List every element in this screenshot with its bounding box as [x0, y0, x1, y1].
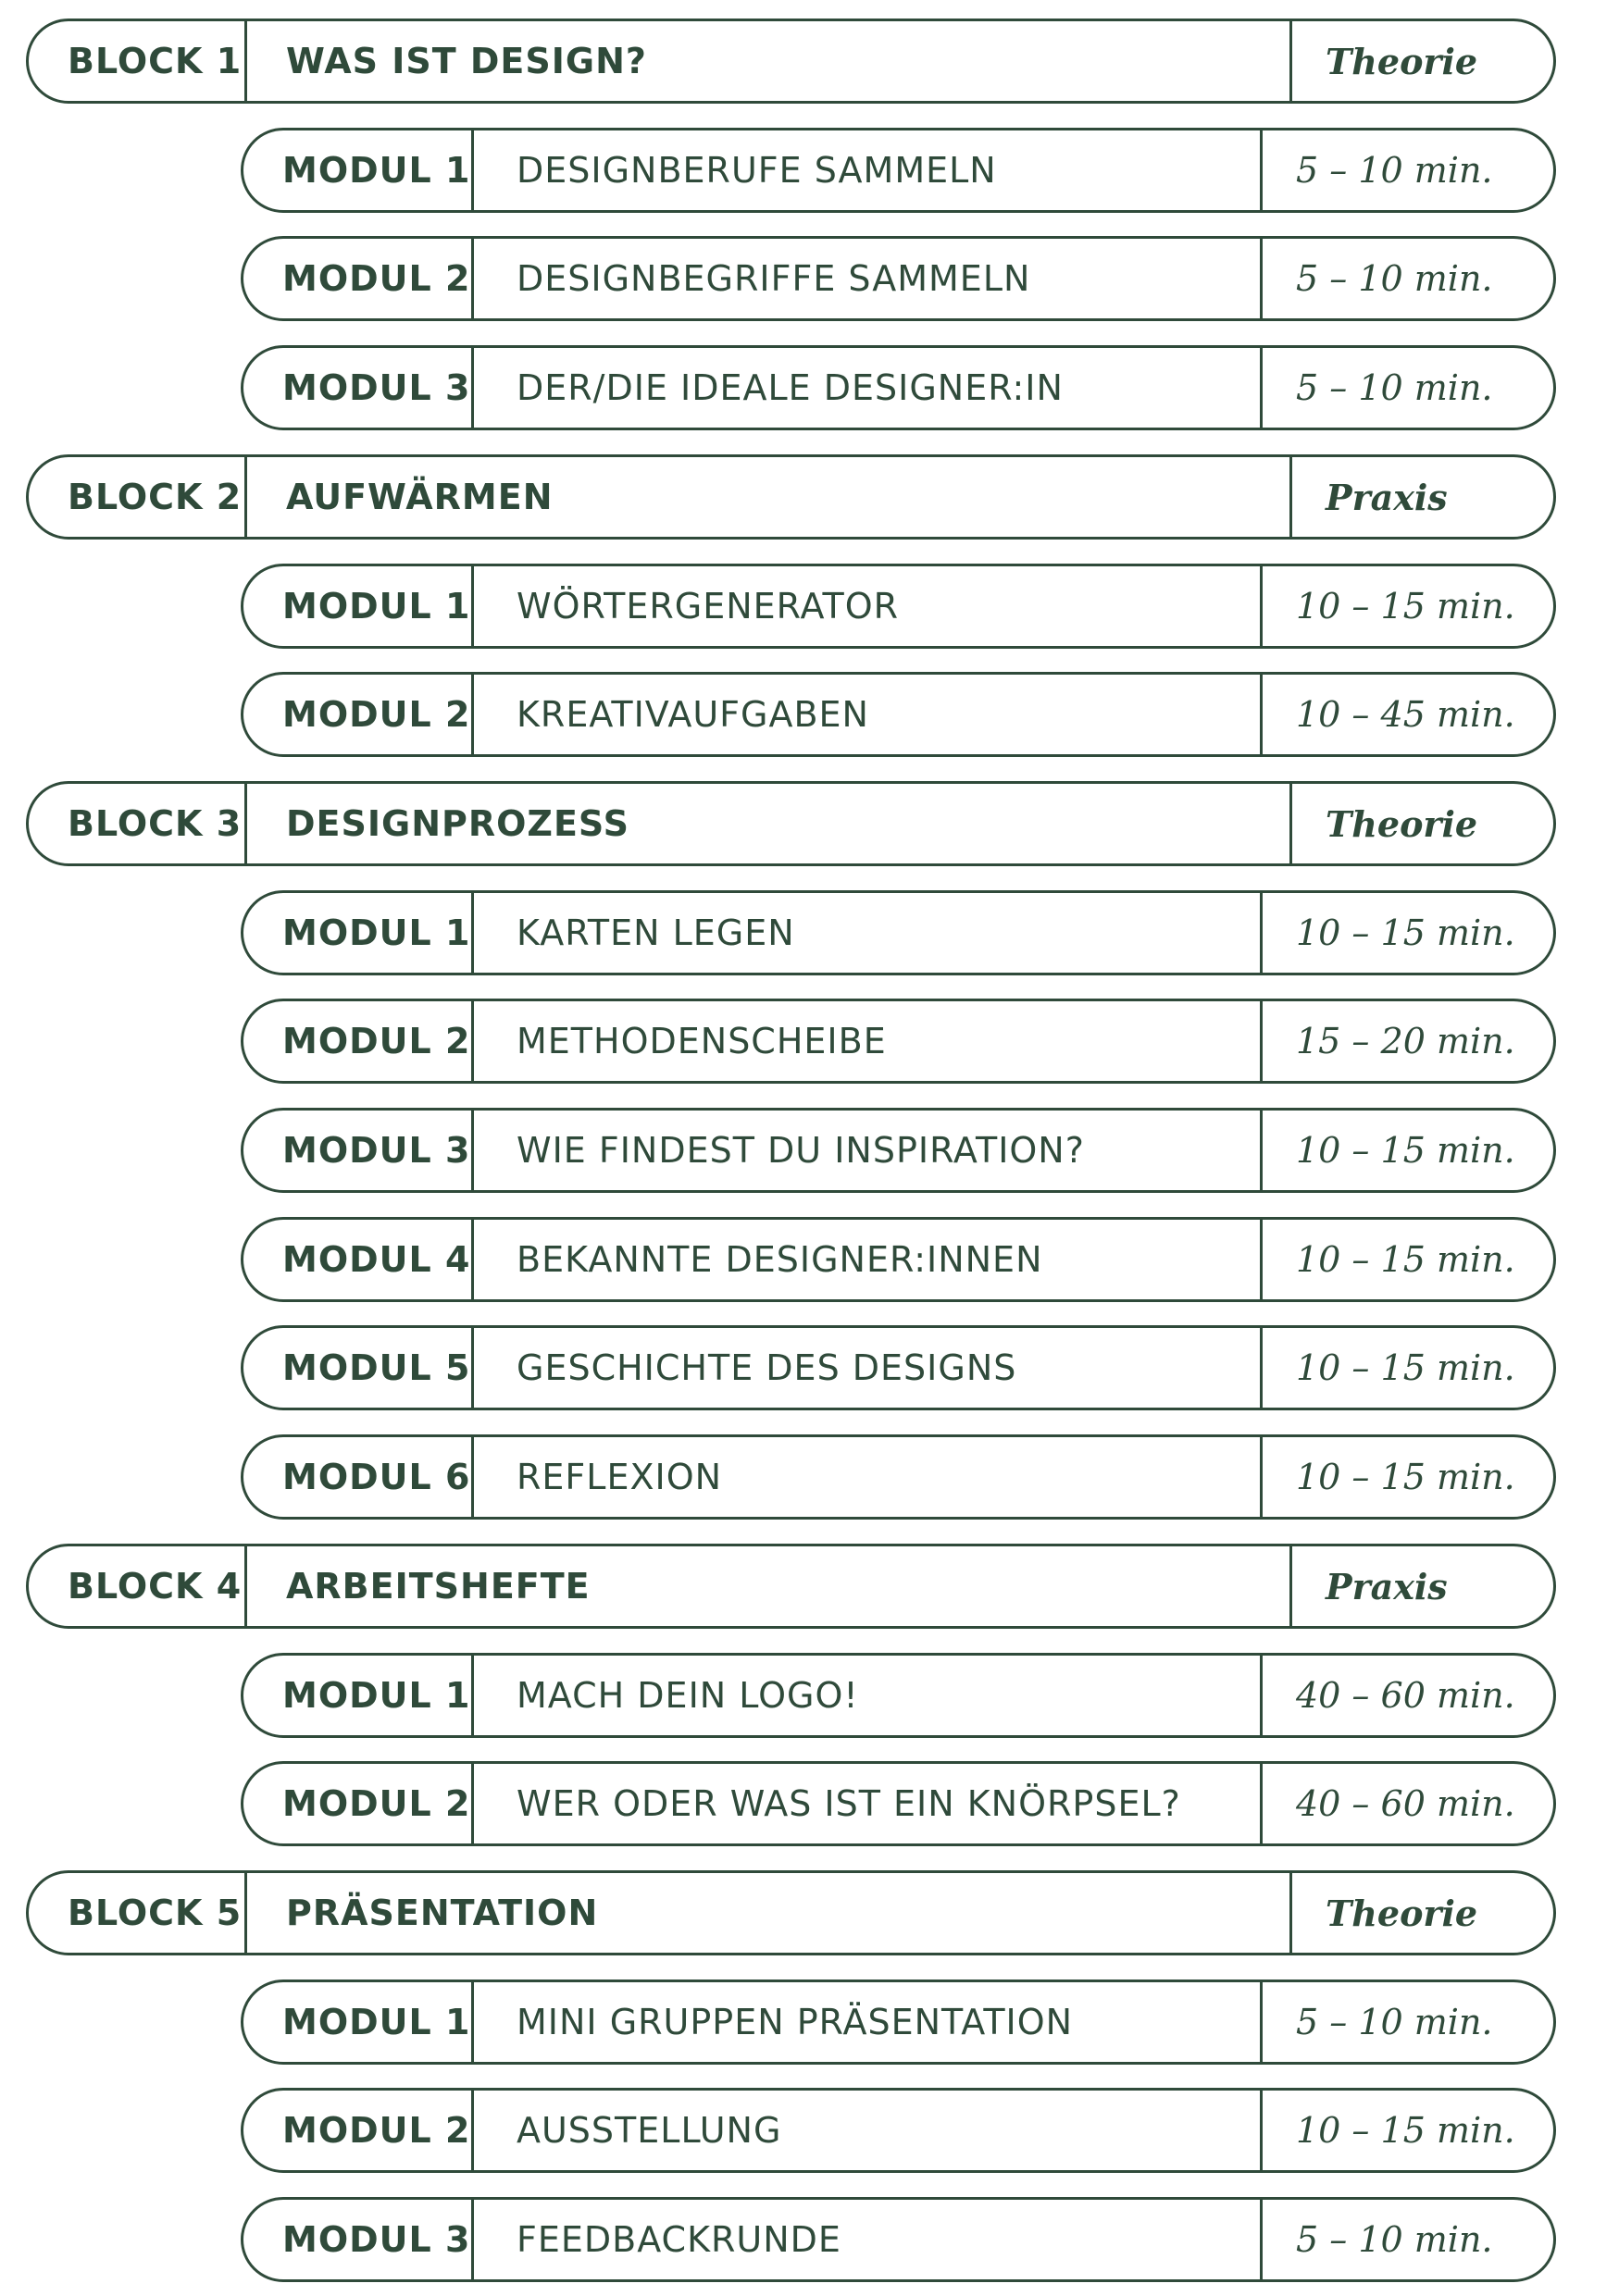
block-label: BLOCK 3 — [29, 784, 247, 863]
modul-label: MODUL 1 — [243, 566, 474, 646]
modul-row — [241, 1325, 1556, 1410]
modul-title: MACH DEIN LOGO! — [474, 1656, 1263, 1735]
block-row — [26, 781, 1556, 866]
modul-title: MINI GRUPPEN PRÄSENTATION — [474, 1982, 1263, 2062]
modul-row — [241, 2088, 1556, 2173]
block-row — [26, 19, 1556, 104]
block-label: BLOCK 2 — [29, 457, 247, 537]
modul-label: MODUL 6 — [243, 1437, 474, 1517]
block-title: DESIGNPROZESS — [247, 784, 1292, 863]
modul-duration: 10 – 15 min. — [1296, 1457, 1515, 1497]
modul-label: MODUL 2 — [243, 675, 474, 754]
block-category: Theorie — [1326, 802, 1478, 845]
modul-label: MODUL 3 — [243, 2200, 474, 2279]
block-label: BLOCK 1 — [29, 21, 247, 101]
modul-row — [241, 999, 1556, 1084]
modul-title: WIE FINDEST DU INSPIRATION? — [474, 1111, 1263, 1190]
modul-row — [241, 1434, 1556, 1520]
modul-row — [241, 1761, 1556, 1846]
modul-duration: 5 – 10 min. — [1296, 2002, 1493, 2042]
modul-title: DESIGNBEGRIFFE SAMMELN — [474, 239, 1263, 318]
block-row — [26, 1870, 1556, 1955]
modul-title: GESCHICHTE DES DESIGNS — [474, 1328, 1263, 1408]
modul-row — [241, 128, 1556, 213]
modul-title: REFLEXION — [474, 1437, 1263, 1517]
modul-row — [241, 564, 1556, 649]
modul-label: MODUL 3 — [243, 348, 474, 428]
modul-row — [241, 1108, 1556, 1193]
modul-title: WER ODER WAS IST EIN KNÖRPSEL? — [474, 1764, 1263, 1843]
modul-duration: 10 – 15 min. — [1296, 586, 1515, 627]
modul-label: MODUL 1 — [243, 893, 474, 973]
modul-row — [241, 2197, 1556, 2282]
modul-title: KREATIVAUFGABEN — [474, 675, 1263, 754]
modul-title: DER/DIE IDEALE DESIGNER:IN — [474, 348, 1263, 428]
modul-duration: 40 – 60 min. — [1296, 1783, 1515, 1824]
modul-duration: 10 – 15 min. — [1296, 1130, 1515, 1171]
modul-label: MODUL 5 — [243, 1328, 474, 1408]
modul-row — [241, 672, 1556, 757]
block-row — [26, 1544, 1556, 1629]
modul-duration: 5 – 10 min. — [1296, 2219, 1493, 2260]
modul-title: WÖRTERGENERATOR — [474, 566, 1263, 646]
modul-duration: 10 – 45 min. — [1296, 694, 1515, 735]
modul-row — [241, 1653, 1556, 1738]
modul-label: MODUL 2 — [243, 239, 474, 318]
modul-duration: 10 – 15 min. — [1296, 2110, 1515, 2151]
modul-title: FEEDBACKRUNDE — [474, 2200, 1263, 2279]
block-label: BLOCK 5 — [29, 1873, 247, 1953]
modul-title: AUSSTELLUNG — [474, 2091, 1263, 2170]
modul-row — [241, 890, 1556, 975]
modul-label: MODUL 3 — [243, 1111, 474, 1190]
modul-label: MODUL 4 — [243, 1220, 474, 1299]
block-category: Praxis — [1326, 1565, 1448, 1607]
modul-duration: 10 – 15 min. — [1296, 1347, 1515, 1388]
modul-label: MODUL 2 — [243, 2091, 474, 2170]
block-label: BLOCK 4 — [29, 1546, 247, 1626]
modul-duration: 10 – 15 min. — [1296, 1239, 1515, 1280]
block-category: Theorie — [1326, 1892, 1478, 1934]
modul-title: KARTEN LEGEN — [474, 893, 1263, 973]
modul-duration: 15 – 20 min. — [1296, 1021, 1515, 1061]
block-category: Theorie — [1326, 40, 1478, 82]
block-title: PRÄSENTATION — [247, 1873, 1292, 1953]
modul-duration: 10 – 15 min. — [1296, 912, 1515, 953]
modul-title: METHODENSCHEIBE — [474, 1001, 1263, 1081]
modul-label: MODUL 2 — [243, 1001, 474, 1081]
block-title: ARBEITSHEFTE — [247, 1546, 1292, 1626]
modul-duration: 5 – 10 min. — [1296, 367, 1493, 408]
modul-label: MODUL 2 — [243, 1764, 474, 1843]
block-category: Praxis — [1326, 476, 1448, 518]
modul-duration: 40 – 60 min. — [1296, 1675, 1515, 1716]
modul-row — [241, 236, 1556, 321]
modul-duration: 5 – 10 min. — [1296, 150, 1493, 191]
modul-row — [241, 1217, 1556, 1302]
modul-title: BEKANNTE DESIGNER:INNEN — [474, 1220, 1263, 1299]
block-title: WAS IST DESIGN? — [247, 21, 1292, 101]
block-title: AUFWÄRMEN — [247, 457, 1292, 537]
modul-title: DESIGNBERUFE SAMMELN — [474, 130, 1263, 210]
modul-label: MODUL 1 — [243, 130, 474, 210]
modul-label: MODUL 1 — [243, 1982, 474, 2062]
modul-label: MODUL 1 — [243, 1656, 474, 1735]
modul-row — [241, 1980, 1556, 2065]
modul-row — [241, 345, 1556, 430]
block-row — [26, 454, 1556, 540]
modul-duration: 5 – 10 min. — [1296, 258, 1493, 299]
